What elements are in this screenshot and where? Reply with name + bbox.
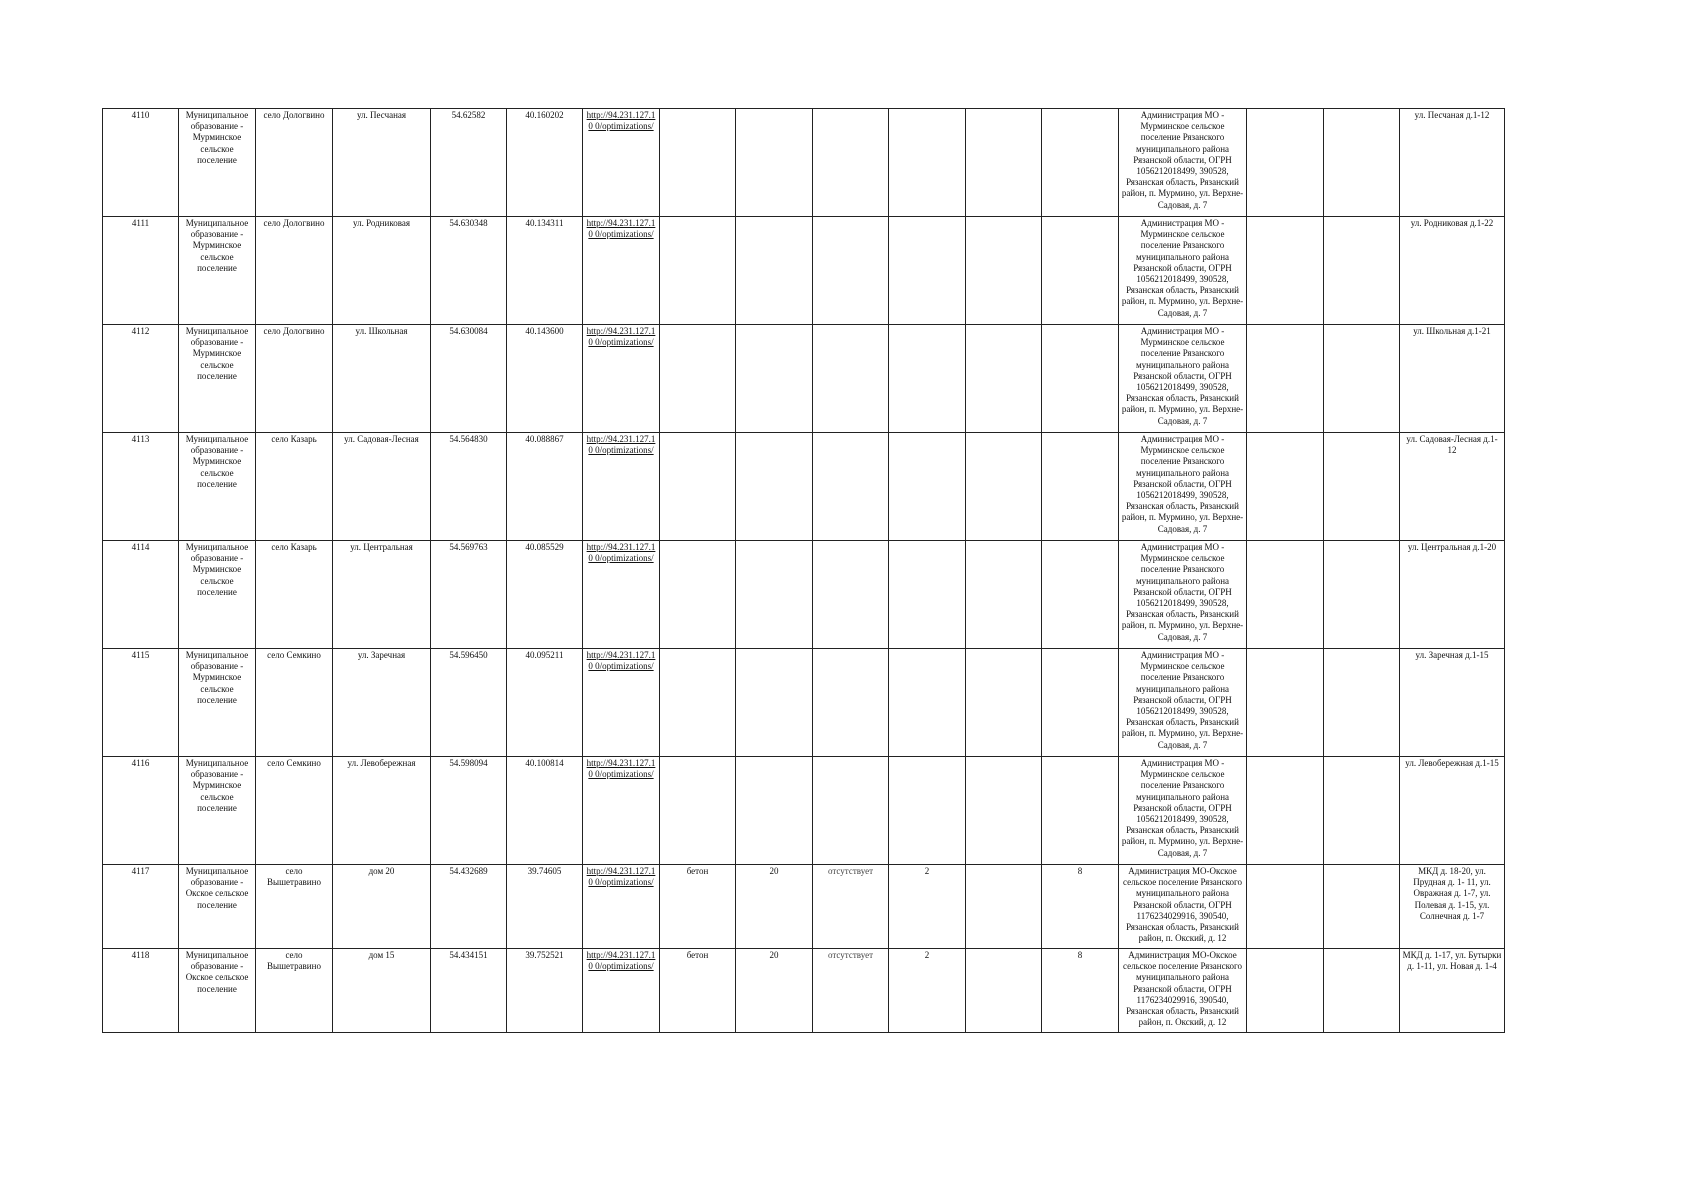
latitude-cell [431,109,507,217]
table-row [103,649,1505,757]
empty-cell [1324,217,1400,325]
empty-cell [966,325,1042,433]
longitude-cell [507,757,583,865]
locality-cell [256,949,333,1033]
surface-cell [660,109,736,217]
containers-count-cell [889,433,966,541]
locality-cell-text: село Вышетравино [267,950,321,972]
waste-sources-cell-text: МКД д. 1-17, ул. Бутырки д. 1-11, ул. Новая д. 1-4 [1402,950,1502,972]
street-cell [333,541,431,649]
empty-cell [1324,325,1400,433]
row-number-text: 4115 [131,650,150,660]
row-number-text: 4111 [131,218,150,228]
longitude-cell-text: 40.134311 [525,218,564,228]
locality-cell [256,217,333,325]
waste-sources-cell-text: ул. Садовая-Лесная д.1-12 [1406,434,1498,456]
owner-cell [1119,109,1247,217]
owner-cell-text: Администрация МО - Мурминское сельское поселение Рязанского муниципального района Рязанской области, ОГРН 1056212018499, 390528, Рязанская область, Рязанский район, п. Мурмино, ул. Верхне-Садовая, д. 7 [1121,110,1244,210]
map-link-cell-text[interactable]: http://94.231.127.10 0/optimizations/ [586,110,656,132]
longitude-cell-text: 40.095211 [525,650,564,660]
empty-cell [1324,949,1400,1033]
map-link-cell[interactable] [583,433,660,541]
containers-count-cell [889,757,966,865]
waste-sources-cell [1400,949,1505,1033]
volume-cell [1042,541,1119,649]
owner-cell-text: Администрация МО - Мурминское сельское поселение Рязанского муниципального района Рязанской области, ОГРН 1056212018499, 390528, Рязанская область, Рязанский район, п. Мурмино, ул. Верхне-Садовая, д. 7 [1121,218,1244,318]
surface-cell [660,949,736,1033]
surface-cell [660,865,736,949]
fence-cell [813,433,889,541]
map-link-cell-text[interactable]: http://94.231.127.10 0/optimizations/ [586,650,656,672]
surface-cell [660,433,736,541]
map-link-cell[interactable] [583,949,660,1033]
empty-cell [1247,541,1324,649]
municipality-cell-text: Муниципальное образование - Мурминское сельское поселение [185,326,249,381]
map-link-cell[interactable] [583,541,660,649]
area-cell [736,949,813,1033]
area-cell [736,217,813,325]
waste-sources-cell-text: ул. Центральная д.1-20 [1407,542,1497,552]
longitude-cell-text: 40.100814 [525,758,564,768]
owner-cell-text: Администрация МО - Мурминское сельское поселение Рязанского муниципального района Рязанской области, ОГРН 1056212018499, 390528, Рязанская область, Рязанский район, п. Мурмино, ул. Верхне-Садовая, д. 7 [1121,758,1244,858]
locality-cell [256,433,333,541]
fence-cell-text: отсутствует [827,950,874,960]
map-link-cell-text[interactable]: http://94.231.127.10 0/optimizations/ [586,866,656,888]
locality-cell [256,865,333,949]
longitude-cell-text: 40.085529 [525,542,564,552]
volume-cell [1042,649,1119,757]
owner-cell-text: Администрация МО - Мурминское сельское поселение Рязанского муниципального района Рязанской области, ОГРН 1056212018499, 390528, Рязанская область, Рязанский район, п. Мурмино, ул. Верхне-Садовая, д. 7 [1121,326,1244,426]
street-cell [333,649,431,757]
waste-sources-cell-text: ул. Левобережная д.1-15 [1405,758,1499,768]
waste-sources-cell [1400,325,1505,433]
latitude-cell [431,217,507,325]
table-row [103,949,1505,1033]
fence-cell [813,649,889,757]
row-number-text: 4118 [131,950,150,960]
map-link-cell[interactable] [583,865,660,949]
empty-cell [966,433,1042,541]
empty-cell [966,217,1042,325]
street-cell-text: дом 15 [368,950,395,960]
map-link-cell[interactable] [583,757,660,865]
latitude-cell-text: 54.569763 [449,542,488,552]
fence-cell [813,757,889,865]
volume-cell [1042,865,1119,949]
map-link-cell-text[interactable]: http://94.231.127.10 0/optimizations/ [586,326,656,348]
row-number [103,541,179,649]
area-cell [736,109,813,217]
locality-cell-text: село Дологвино [263,326,325,336]
waste-sources-cell [1400,865,1505,949]
row-number-text: 4110 [131,110,150,120]
row-number [103,865,179,949]
empty-cell [1247,757,1324,865]
area-cell [736,541,813,649]
containers-count-cell [889,541,966,649]
street-cell [333,325,431,433]
row-number-text: 4114 [131,542,150,552]
locality-cell-text: село Семкино [267,758,321,768]
table-body [103,109,1505,1033]
longitude-cell-text: 39.752521 [525,950,564,960]
longitude-cell [507,325,583,433]
volume-cell-text: 8 [1077,950,1083,960]
latitude-cell [431,757,507,865]
street-cell [333,433,431,541]
latitude-cell-text: 54.598094 [449,758,488,768]
map-link-cell[interactable] [583,109,660,217]
row-number [103,433,179,541]
owner-cell [1119,865,1247,949]
municipality-cell [179,649,256,757]
empty-cell [1247,109,1324,217]
street-cell-text: дом 20 [368,866,395,876]
owner-cell [1119,649,1247,757]
waste-sources-cell-text: ул. Песчаная д.1-12 [1414,110,1490,120]
municipality-cell [179,325,256,433]
waste-sources-cell [1400,757,1505,865]
volume-cell [1042,217,1119,325]
volume-cell [1042,757,1119,865]
row-number [103,949,179,1033]
map-link-cell[interactable] [583,649,660,757]
locality-cell [256,649,333,757]
street-cell [333,865,431,949]
table-row [103,541,1505,649]
waste-sources-cell [1400,433,1505,541]
empty-cell [1324,541,1400,649]
latitude-cell [431,325,507,433]
latitude-cell-text: 54.432689 [449,866,488,876]
registry-table [102,108,1505,1033]
empty-cell [1324,433,1400,541]
empty-cell [1324,865,1400,949]
latitude-cell-text: 54.564830 [449,434,488,444]
surface-cell [660,217,736,325]
fence-cell-text: отсутствует [827,866,874,876]
waste-sources-cell [1400,649,1505,757]
area-cell [736,757,813,865]
municipality-cell [179,541,256,649]
table-row [103,865,1505,949]
longitude-cell [507,649,583,757]
empty-cell [966,949,1042,1033]
row-number-text: 4117 [131,866,150,876]
row-number-text: 4112 [131,326,150,336]
area-cell-text: 20 [769,866,779,876]
municipality-cell [179,109,256,217]
waste-sources-cell-text: ул. Родниковая д.1-22 [1410,218,1494,228]
owner-cell [1119,433,1247,541]
containers-count-cell [889,325,966,433]
row-number-text: 4113 [131,434,150,444]
map-link-cell-text[interactable]: http://94.231.127.10 0/optimizations/ [586,218,656,240]
longitude-cell-text: 39.74605 [527,866,562,876]
municipality-cell [179,433,256,541]
locality-cell [256,757,333,865]
owner-cell-text: Администрация МО - Мурминское сельское поселение Рязанского муниципального района Рязанской области, ОГРН 1056212018499, 390528, Рязанская область, Рязанский район, п. Мурмино, ул. Верхне-Садовая, д. 7 [1121,542,1244,642]
empty-cell [966,865,1042,949]
owner-cell-text: Администрация МО-Окское сельское поселение Рязанского муниципального района Рязанской области, ОГРН 1176234029916, 390540, Рязанская область, Рязанский район, п. Окский, д. 12 [1122,866,1242,944]
surface-cell-text: бетон [686,950,709,960]
waste-sources-cell [1400,217,1505,325]
map-link-cell[interactable] [583,217,660,325]
surface-cell [660,541,736,649]
municipality-cell-text: Муниципальное образование - Окское сельское поселение [185,866,249,910]
municipality-cell-text: Муниципальное образование - Мурминское сельское поселение [185,218,249,273]
owner-cell-text: Администрация МО - Мурминское сельское поселение Рязанского муниципального района Рязанской области, ОГРН 1056212018499, 390528, Рязанская область, Рязанский район, п. Мурмино, ул. Верхне-Садовая, д. 7 [1121,434,1244,534]
surface-cell [660,649,736,757]
municipality-cell [179,217,256,325]
municipality-cell-text: Муниципальное образование - Окское сельское поселение [185,950,249,994]
containers-count-cell [889,109,966,217]
latitude-cell [431,865,507,949]
street-cell-text: ул. Школьная [355,326,408,336]
table-row [103,757,1505,865]
area-cell [736,649,813,757]
latitude-cell-text: 54.630348 [449,218,488,228]
longitude-cell [507,109,583,217]
locality-cell-text: село Семкино [267,650,321,660]
volume-cell [1042,433,1119,541]
waste-sources-cell-text: ул. Заречная д.1-15 [1415,650,1489,660]
owner-cell-text: Администрация МО-Окское сельское поселение Рязанского муниципального района Рязанской области, ОГРН 1176234029916, 390540, Рязанская область, Рязанский район, п. Окский, д. 12 [1122,950,1242,1028]
containers-count-cell [889,949,966,1033]
empty-cell [1247,649,1324,757]
row-number [103,109,179,217]
longitude-cell-text: 40.160202 [525,110,564,120]
fence-cell [813,325,889,433]
waste-sources-cell-text: МКД д. 18-20, ул. Прудная д. 1- 11, ул. Овражная д. 1-7, ул. Полевая д. 1-15, ул. Солнечная д. 1-7 [1413,866,1491,921]
table-row [103,433,1505,541]
latitude-cell [431,541,507,649]
map-link-cell-text[interactable]: http://94.231.127.10 0/optimizations/ [586,434,656,456]
waste-sources-cell-text: ул. Школьная д.1-21 [1413,326,1491,336]
latitude-cell-text: 54.62582 [451,110,486,120]
street-cell [333,109,431,217]
row-number-text: 4116 [131,758,150,768]
volume-cell [1042,109,1119,217]
latitude-cell-text: 54.434151 [449,950,488,960]
latitude-cell [431,949,507,1033]
longitude-cell [507,865,583,949]
owner-cell [1119,541,1247,649]
surface-cell [660,757,736,865]
empty-cell [1247,325,1324,433]
fence-cell [813,109,889,217]
latitude-cell-text: 54.596450 [449,650,488,660]
owner-cell [1119,325,1247,433]
owner-cell [1119,949,1247,1033]
locality-cell-text: село Дологвино [263,110,325,120]
fence-cell [813,865,889,949]
empty-cell [1247,433,1324,541]
containers-count-cell [889,649,966,757]
table-row [103,325,1505,433]
owner-cell [1119,757,1247,865]
locality-cell-text: село Дологвино [263,218,325,228]
containers-count-cell [889,217,966,325]
latitude-cell-text: 54.630084 [449,326,488,336]
street-cell [333,949,431,1033]
street-cell-text: ул. Песчаная [356,110,407,120]
street-cell [333,757,431,865]
empty-cell [1247,217,1324,325]
empty-cell [1324,109,1400,217]
latitude-cell [431,649,507,757]
municipality-cell-text: Муниципальное образование - Мурминское сельское поселение [185,542,249,597]
municipality-cell [179,949,256,1033]
area-cell [736,865,813,949]
latitude-cell [431,433,507,541]
empty-cell [1324,757,1400,865]
empty-cell [1324,649,1400,757]
longitude-cell [507,541,583,649]
municipality-cell [179,757,256,865]
empty-cell [1247,949,1324,1033]
street-cell-text: ул. Садовая-Лесная [344,434,419,444]
municipality-cell-text: Муниципальное образование - Мурминское сельское поселение [185,434,249,489]
table-row [103,217,1505,325]
table-row [103,109,1505,217]
volume-cell [1042,325,1119,433]
owner-cell [1119,217,1247,325]
street-cell-text: ул. Левобережная [347,758,416,768]
street-cell [333,217,431,325]
containers-count-cell [889,865,966,949]
containers-count-cell-text: 2 [924,866,930,876]
empty-cell [966,541,1042,649]
row-number [103,649,179,757]
fence-cell [813,949,889,1033]
empty-cell [1247,865,1324,949]
map-link-cell-text[interactable]: http://94.231.127.10 0/optimizations/ [586,950,656,972]
row-number [103,325,179,433]
locality-cell [256,541,333,649]
municipality-cell-text: Муниципальное образование - Мурминское сельское поселение [185,110,249,165]
locality-cell-text: село Казарь [271,434,317,444]
area-cell [736,433,813,541]
volume-cell-text: 8 [1077,866,1083,876]
surface-cell-text: бетон [686,866,709,876]
waste-sources-cell [1400,541,1505,649]
street-cell-text: ул. Заречная [357,650,406,660]
surface-cell [660,325,736,433]
map-link-cell-text[interactable]: http://94.231.127.10 0/optimizations/ [586,758,656,780]
municipality-cell-text: Муниципальное образование - Мурминское сельское поселение [185,758,249,813]
longitude-cell [507,433,583,541]
longitude-cell [507,217,583,325]
municipality-cell [179,865,256,949]
locality-cell-text: село Вышетравино [267,866,321,888]
longitude-cell-text: 40.088867 [525,434,564,444]
waste-sources-cell [1400,109,1505,217]
containers-count-cell-text: 2 [924,950,930,960]
empty-cell [966,649,1042,757]
street-cell-text: ул. Центральная [350,542,413,552]
empty-cell [966,109,1042,217]
area-cell-text: 20 [769,950,779,960]
map-link-cell-text[interactable]: http://94.231.127.10 0/optimizations/ [586,542,656,564]
locality-cell-text: село Казарь [271,542,317,552]
fence-cell [813,217,889,325]
locality-cell [256,109,333,217]
owner-cell-text: Администрация МО - Мурминское сельское поселение Рязанского муниципального района Рязанской области, ОГРН 1056212018499, 390528, Рязанская область, Рязанский район, п. Мурмино, ул. Верхне-Садовая, д. 7 [1121,650,1244,750]
municipality-cell-text: Муниципальное образование - Мурминское сельское поселение [185,650,249,705]
row-number [103,217,179,325]
area-cell [736,325,813,433]
volume-cell [1042,949,1119,1033]
map-link-cell[interactable] [583,325,660,433]
fence-cell [813,541,889,649]
longitude-cell-text: 40.143600 [525,326,564,336]
longitude-cell [507,949,583,1033]
locality-cell [256,325,333,433]
row-number [103,757,179,865]
empty-cell [966,757,1042,865]
street-cell-text: ул. Родниковая [352,218,410,228]
